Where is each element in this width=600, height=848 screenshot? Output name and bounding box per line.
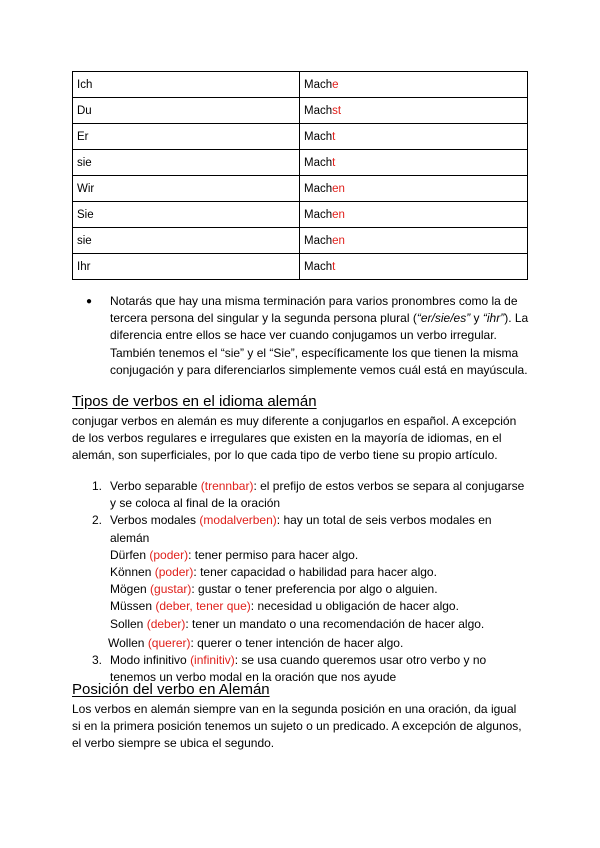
section-paragraph-verb-position: Los verbos en alemán siempre van en la segunda posición en una oración, da igual si en la primera posición tenemos un sujeto o un predicado. A excepción de algunos, el verbo siempre se ubica el segundo. — [72, 702, 522, 751]
section-paragraph-verb-types: conjugar verbos en alemán es muy diferente a conjugarlos en español. A excepción de los verbos regulares e irregulares que existen en la mayoría de idiomas, en el alemán, son superficiales, por lo que cada tipo de verbo tiene su propio artículo. — [72, 414, 517, 463]
modal-verb-translation: (gustar) — [150, 582, 192, 597]
note-text-part: ). La diferencia entre ellos se hace ver cuando conjugamos un verbo irregular. También tenemos el “sie” y el “Sie”, específicamente los que tienen la misma conjugación y para diferenciarlos simplemente vemos cuál está en mayúscula. — [110, 311, 529, 377]
list-number: 3. — [92, 653, 103, 668]
verb-stem: Mach — [304, 182, 333, 195]
modal-verb: Dürfen — [110, 547, 147, 562]
modal-verb-line — [72, 547, 528, 564]
table-row — [73, 202, 528, 228]
section-heading-verb-types: Tipos de verbos en el idioma alemán — [72, 393, 317, 410]
note-text-part: Notarás que hay una misma terminación para varios pronombres como la de tercera persona del singular y la segunda persona plural ( — [110, 294, 518, 326]
conjugation-cell — [300, 176, 528, 202]
verb-ending: e — [332, 78, 339, 91]
modal-verb-line — [72, 598, 528, 615]
verb-stem: Mach — [304, 104, 333, 117]
modal-verb: Wollen — [108, 635, 145, 650]
verb-type-description: : se usa cuando queremos usar otro verbo y no tenemos un verbo modal en la oración que nos ayude — [110, 653, 487, 685]
modal-verb-line — [72, 581, 528, 598]
bullet-icon: ● — [86, 296, 93, 307]
modal-verb-translation: (deber) — [146, 616, 186, 631]
note-emphasis: “ihr” — [482, 311, 505, 326]
list-number: 1. — [92, 479, 103, 493]
conjugation-cell — [300, 202, 528, 228]
modal-verb-meaning: : necesidad u obligación de hacer algo. — [250, 599, 459, 614]
verb-type-description: : hay un total de seis verbos modales en alemán — [110, 513, 492, 545]
verb-type-description: : el prefijo de estos verbos se separa al conjugarse y se coloca al final de la oración — [110, 479, 525, 511]
pronoun-cell: Sie — [73, 202, 300, 228]
modal-verb-translation: (poder) — [154, 565, 194, 580]
modal-verb-line — [72, 564, 528, 581]
pronoun-cell: Du — [73, 98, 300, 124]
table-row — [73, 176, 528, 202]
verb-ending: en — [332, 208, 345, 221]
pronoun-cell: Er — [73, 124, 300, 150]
conjugation-cell — [300, 254, 528, 280]
verb-stem: Mach — [304, 260, 333, 273]
conjugation-cell — [300, 228, 528, 254]
section-heading-verb-position: Posición del verbo en Alemán — [72, 681, 270, 698]
verb-ending: st — [332, 104, 342, 117]
verb-stem: Mach — [304, 234, 333, 247]
modal-verb-meaning: : tener capacidad o habilidad para hacer algo. — [193, 565, 437, 580]
verb-ending: en — [332, 234, 345, 247]
pronoun-cell: sie — [73, 150, 300, 176]
note-text-part: y — [470, 311, 483, 326]
conjugation-cell — [300, 150, 528, 176]
verb-type-term: (trennbar) — [200, 479, 254, 493]
verb-type-term: (modalverben) — [199, 513, 277, 528]
table-row — [73, 254, 528, 280]
pronoun-cell: sie — [73, 228, 300, 254]
conjugation-table — [72, 71, 528, 280]
table-row — [73, 150, 528, 176]
table-row — [73, 72, 528, 98]
modal-verb: Müssen — [110, 599, 153, 614]
bullet-note — [86, 293, 532, 379]
table-row — [73, 228, 528, 254]
list-item — [72, 478, 528, 512]
table-row — [73, 98, 528, 124]
modal-verb-translation: (poder) — [149, 547, 189, 562]
modal-verb: Können — [110, 565, 152, 580]
pronoun-cell: Wir — [73, 176, 300, 202]
modal-verb-translation: (querer) — [147, 635, 191, 650]
modal-verb-meaning: : gustar o tener preferencia por algo o alguien. — [191, 582, 438, 597]
verb-types-list — [72, 478, 528, 686]
modal-verb: Sollen — [110, 616, 144, 631]
verb-stem: Mach — [304, 130, 333, 143]
note-text — [110, 293, 532, 379]
modal-verb-line — [72, 635, 528, 652]
verb-type-name: Verbo separable — [110, 479, 198, 493]
table-row — [73, 124, 528, 150]
conjugation-cell — [300, 98, 528, 124]
pronoun-cell: Ihr — [73, 254, 300, 280]
verb-stem: Mach — [304, 208, 333, 221]
modal-verb-meaning: : querer o tener intención de hacer algo. — [190, 635, 404, 650]
modal-verb-translation: (deber, tener que) — [155, 599, 251, 614]
verb-type-name: Verbos modales — [110, 513, 197, 528]
pronoun-cell: Ich — [73, 72, 300, 98]
verb-ending: t — [332, 260, 336, 273]
modal-verb-line — [72, 616, 528, 633]
verb-ending: t — [332, 156, 336, 169]
verb-ending: en — [332, 182, 345, 195]
verb-stem: Mach — [304, 78, 333, 91]
conjugation-cell — [300, 124, 528, 150]
modal-verb: Mögen — [110, 582, 147, 597]
verb-ending: t — [332, 130, 336, 143]
modal-verb-meaning: : tener un mandato o una recomendación de hacer algo. — [185, 616, 485, 631]
list-item — [72, 512, 528, 546]
verb-type-name: Modo infinitivo — [110, 653, 187, 668]
verb-type-term: (infinitiv) — [190, 653, 235, 668]
note-emphasis: “er/sie/es” — [416, 311, 471, 326]
modal-verb-meaning: : tener permiso para hacer algo. — [188, 547, 359, 562]
list-number: 2. — [92, 513, 103, 528]
verb-stem: Mach — [304, 156, 333, 169]
conjugation-cell — [300, 72, 528, 98]
